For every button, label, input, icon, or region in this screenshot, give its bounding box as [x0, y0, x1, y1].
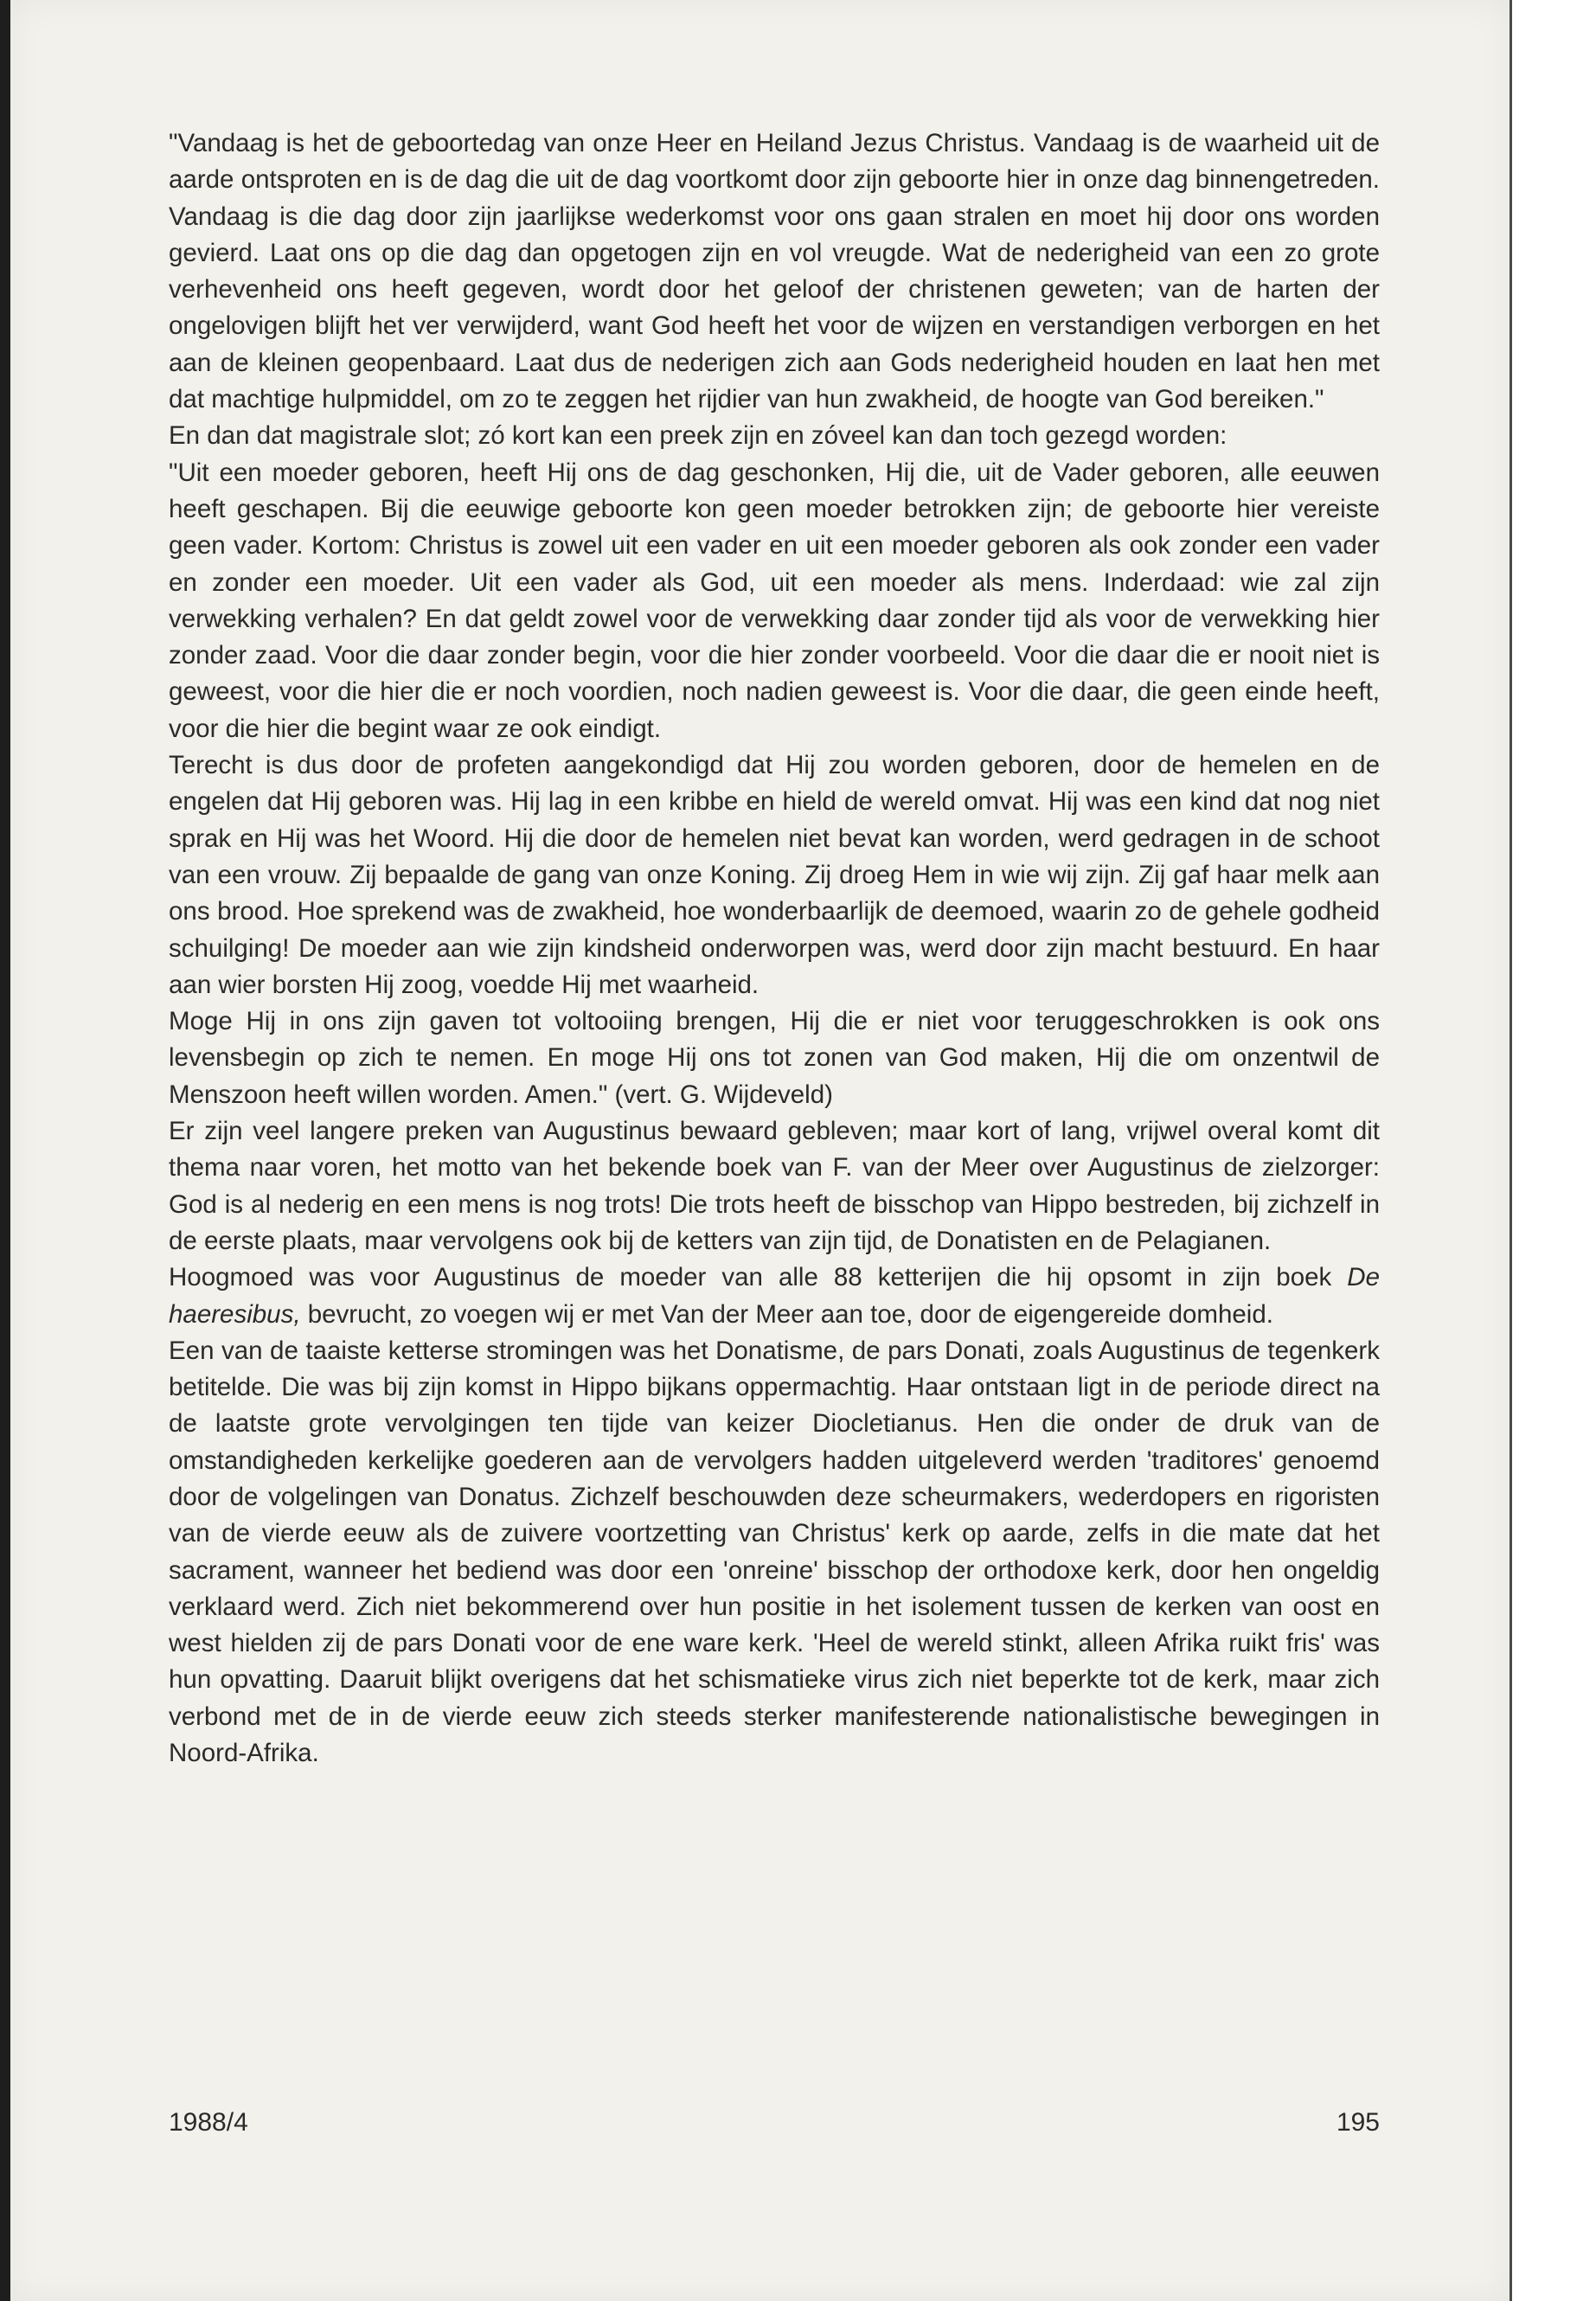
paragraph-7 — [169, 1259, 1380, 1333]
scanned-page — [10, 0, 1509, 2301]
paragraph-1: "Vandaag is het de geboortedag van onze Heer en Heiland Jezus Christus. Vandaag is de waarheid uit de aarde ontsproten en is de dag die uit de dag voortkomt door zijn geboorte hier in onze dag binnengetreden. Vandaag is die dag door zijn jaarlijkse wederkomst voor ons gaan stralen en moet hij door ons worden gevierd. Laat ons op die dag dan opgetogen zijn en vol vreugde. Wat de nederigheid van een zo grote verhevenheid ons heeft gegeven, wordt door het geloof der christenen geweten; van de harten der ongelovigen blijft het ver verwijderd, want God heeft het voor de wijzen en verstandigen verborgen en het aan de kleinen geopenbaard. Laat dus de nederigen zich aan Gods nederigheid houden en laat hen met dat machtige hulpmiddel, om zo te zeggen het rijdier van hun zwakheid, de hoogte van God bereiken." — [169, 129, 1380, 414]
paragraph-5: Moge Hij in ons zijn gaven tot voltooiing brengen, Hij die er niet voor teruggeschrokken is ook ons levensbegin op zich te nemen. En moge Hij ons tot zonen van God maken, Hij die om onzentwil de Menszoon heeft willen worden. Amen." (vert. G. Wijdeveld) — [169, 1007, 1380, 1109]
issue-number: 1988/4 — [169, 2108, 248, 2137]
paragraph-6: Er zijn veel langere preken van Augustinus bewaard gebleven; maar kort of lang, vrijwel overal komt dit thema naar voren, het motto van het bekende boek van F. van der Meer over Augustinus de zielzorger: God is al nederig en een mens is nog trots! Die trots heeft de bisschop van Hippo bestreden, bij zichzelf in de eerste plaats, maar vervolgens ook bij de ketters van zijn tijd, de Donatisten en de Pelagianen. — [169, 1117, 1380, 1255]
paragraph-3: "Uit een moeder geboren, heeft Hij ons de dag geschonken, Hij die, uit de Vader geboren, alle eeuwen heeft geschapen. Bij die eeuwige geboorte kon geen moeder betrokken zijn; de geboorte hier vereiste geen vader. Kortom: Christus is zowel uit een vader en uit een moeder geboren als ook zonder een vader en zonder een moeder. Uit een vader als God, uit een moeder als mens. Inderdaad: wie zal zijn verwekking verhalen? En dat geldt zowel voor de verwekking daar zonder tijd als voor de verwekking hier zonder zaad. Voor die daar zonder begin, voor die hier zonder voorbeeld. Voor die daar die er nooit niet is geweest, voor die hier die er noch voordien, noch nadien geweest is. Voor die daar, die geen einde heeft, voor die hier die begint waar ze ook eindigt. — [169, 458, 1380, 743]
book-title: De haeresibus, — [169, 1263, 1380, 1329]
paragraph-4: Terecht is dus door de profeten aangekondigd dat Hij zou worden geboren, door de hemelen en de engelen dat Hij geboren was. Hij lag in een kribbe en hield de wereld omvat. Hij was een kind dat nog niet sprak en Hij was het Woord. Hij die door de hemelen niet bevat kan worden, werd gedragen in de schoot van een vrouw. Zij bepaalde de gang van onze Koning. Zij droeg Hem in wie wij zijn. Zij gaf haar melk aan ons brood. Hoe sprekend was de zwakheid, hoe wonderbaarlijk de deemoed, waarin zo de gehele godheid schuilging! De moeder aan wie zijn kindsheid onderworpen was, werd door zijn macht bestuurd. En haar aan wier borsten Hij zoog, voedde Hij met waarheid. — [169, 751, 1380, 999]
paragraph-8: Een van de taaiste ketterse stromingen was het Donatisme, de pars Donati, zoals Augustinus de tegenkerk betitelde. Die was bij zijn komst in Hippo bijkans oppermachtig. Haar ontstaan ligt in de periode direct na de laatste grote vervolgingen ten tijde van keizer Diocletianus. Hen die onder de druk van de omstandigheden kerkelijke goederen aan de vervolgers hadden uitgeleverd werden 'traditores' genoemd door de volgelingen van Donatus. Zichzelf beschouwden deze scheurmakers, wederdopers en rigoristen van de vierde eeuw als de zuivere voortzetting van Christus' kerk op aarde, zelfs in die mate dat het sacrament, wanneer het bediend was door een 'onreine' bisschop der orthodoxe kerk, door hen ongeldig verklaard werd. Zich niet bekommerend over hun positie in het isolement tussen de kerken van oost en west hielden zij de pars Donati voor de ene ware kerk. 'Heel de wereld stinkt, alleen Afrika ruikt fris' was hun opvatting. Daaruit blijkt overigens dat het schismatieke virus zich niet beperkte tot de kerk, maar zich verbond met de in de vierde eeuw zich steeds sterker manifesterende nationalistische bewegingen in Noord-Afrika. — [169, 1336, 1380, 1768]
body-text — [169, 125, 1380, 1772]
paragraph-7-after: bevrucht, zo voegen wij er met Van der Meer aan toe, door de eigengereide domheid. — [300, 1299, 1273, 1329]
page-number: 195 — [1336, 2108, 1380, 2137]
page-footer — [169, 2108, 1380, 2138]
scan-edge — [1509, 0, 1596, 2301]
paragraph-7-before: Hoogmoed was voor Augustinus de moeder van alle 88 ketterijen die hij opsomt in zijn boek — [169, 1263, 1348, 1292]
paragraph-2: En dan dat magistrale slot; zó kort kan een preek zijn en zóveel kan dan toch gezegd worden: — [169, 421, 1227, 451]
